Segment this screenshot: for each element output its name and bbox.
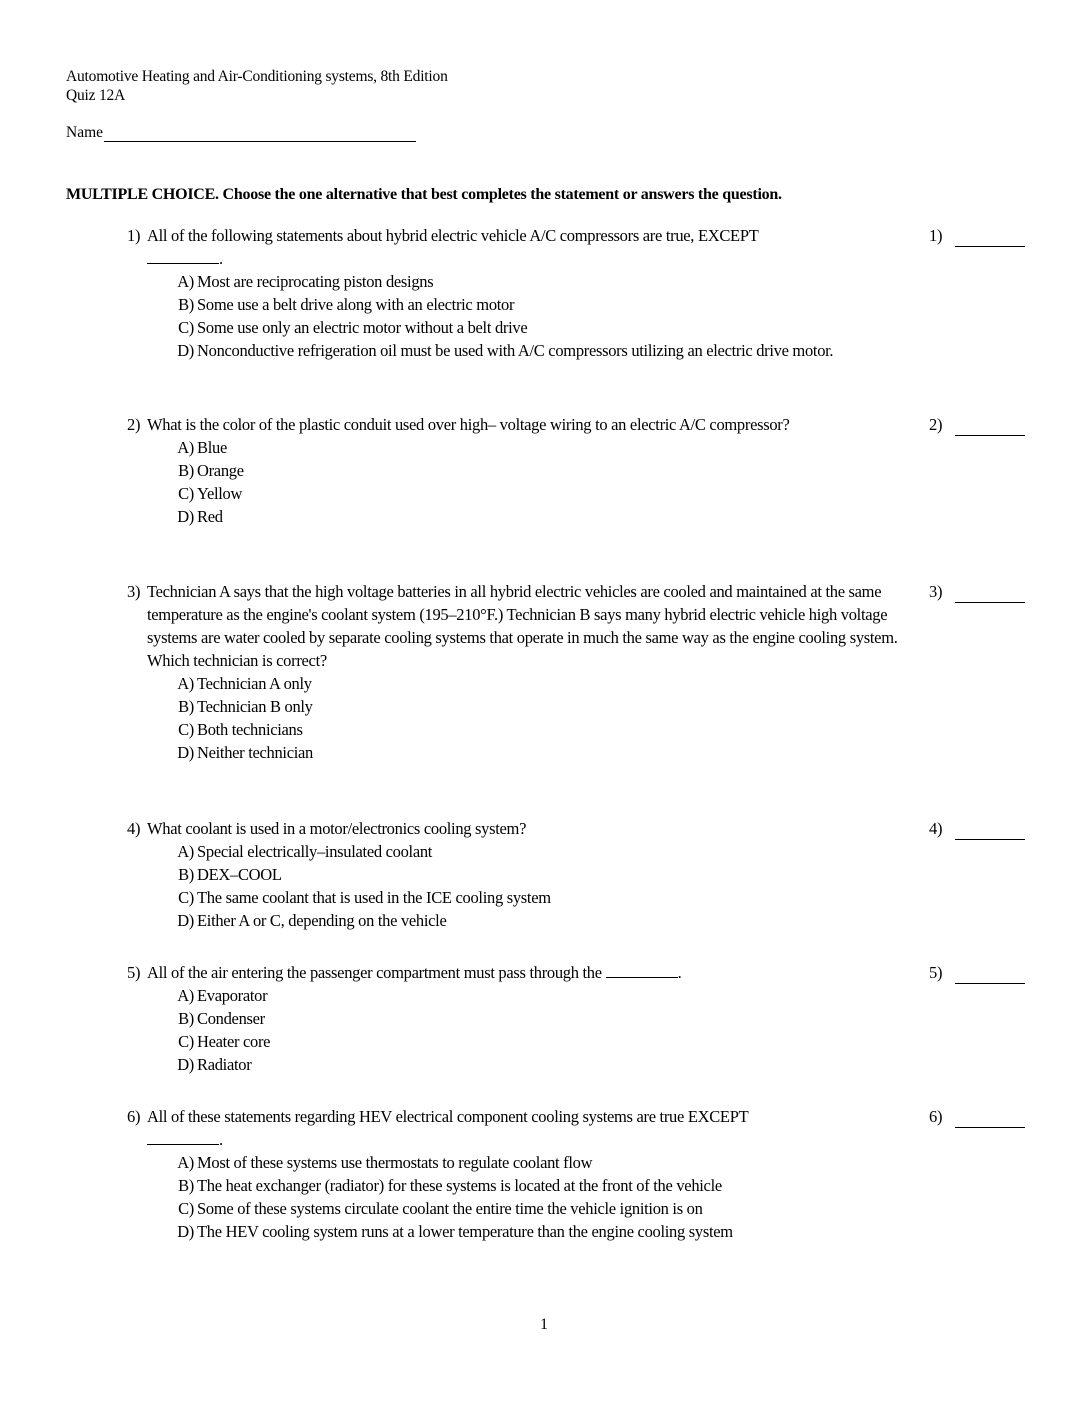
question-stem-continuation: . bbox=[127, 247, 912, 270]
answer-slot[interactable] bbox=[929, 580, 1025, 603]
question-number: 6) bbox=[127, 1107, 141, 1126]
answer-blank-line[interactable] bbox=[955, 823, 1025, 840]
answer-blank-line[interactable] bbox=[955, 419, 1025, 436]
answer-number: 2) bbox=[929, 415, 943, 434]
answer-slot[interactable] bbox=[929, 1105, 1025, 1128]
question-number: 2) bbox=[127, 415, 141, 434]
option-b[interactable]: B) Orange bbox=[178, 461, 244, 480]
option-a[interactable]: A) Special electrically–insulated coolant bbox=[177, 842, 433, 861]
question-4 bbox=[127, 817, 1057, 932]
quiz-title: Quiz 12A bbox=[66, 87, 126, 104]
option-a[interactable]: A) Blue bbox=[177, 438, 227, 457]
question-stem-continuation: . bbox=[127, 1128, 912, 1151]
options-list bbox=[127, 840, 1057, 932]
fill-in-blank bbox=[147, 1131, 219, 1145]
option-d[interactable]: D) Radiator bbox=[177, 1055, 252, 1074]
question-stem: All of the following statements about hybrid electric vehicle A/C compressors are true, EXCEPT bbox=[147, 226, 759, 245]
page-number: 1 bbox=[540, 1316, 548, 1333]
options-list bbox=[127, 672, 1057, 764]
answer-slot[interactable] bbox=[929, 224, 1025, 247]
question-stem: Technician A says that the high voltage batteries in all hybrid electric vehicles are cooled and maintained at the same temperature as the engine's coolant system (195–210°F.) Technician B says many hybrid electric vehicle high voltage systems are water cooled by separate cooling systems that operate in much the same way as the engine cooling system. Which technician is correct? bbox=[147, 582, 898, 670]
fill-in-blank bbox=[606, 964, 678, 978]
question-stem: What is the color of the plastic conduit used over high– voltage wiring to an electric A/C compressor? bbox=[147, 415, 790, 434]
answer-blank-line[interactable] bbox=[955, 230, 1025, 247]
option-c[interactable]: C) Both technicians bbox=[178, 720, 303, 739]
option-a[interactable]: A) Technician A only bbox=[177, 674, 312, 693]
question-stem-wrapper: All of the air entering the passenger compartment must pass through the . bbox=[147, 963, 682, 982]
answer-number: 3) bbox=[929, 582, 943, 601]
answer-slot[interactable] bbox=[929, 961, 1025, 984]
options-list bbox=[127, 270, 1057, 362]
option-a[interactable]: A) Most are reciprocating piston designs bbox=[177, 272, 434, 291]
options-list bbox=[127, 984, 1057, 1076]
answer-blank-line[interactable] bbox=[955, 586, 1025, 603]
question-stem: What coolant is used in a motor/electronics cooling system? bbox=[147, 819, 527, 838]
question-1 bbox=[127, 224, 1057, 362]
option-a[interactable]: A) Most of these systems use thermostats to regulate coolant flow bbox=[177, 1153, 593, 1172]
answer-number: 4) bbox=[929, 819, 943, 838]
option-d[interactable]: D) Either A or C, depending on the vehicle bbox=[177, 911, 447, 930]
section-instructions: MULTIPLE CHOICE. Choose the one alternative that best completes the statement or answers the question. bbox=[66, 186, 782, 203]
option-d[interactable]: D) The HEV cooling system runs at a lower temperature than the engine cooling system bbox=[177, 1222, 733, 1241]
question-number: 1) bbox=[127, 226, 141, 245]
answer-number: 5) bbox=[929, 963, 943, 982]
fill-in-blank bbox=[147, 250, 219, 264]
option-b[interactable]: B) The heat exchanger (radiator) for these systems is located at the front of the vehicle bbox=[178, 1176, 722, 1195]
name-label: Name bbox=[66, 124, 104, 141]
answer-slot[interactable] bbox=[929, 817, 1025, 840]
course-title: Automotive Heating and Air-Conditioning systems, 8th Edition bbox=[66, 68, 448, 85]
question-number: 3) bbox=[127, 582, 141, 601]
document-header bbox=[66, 67, 448, 105]
answer-blank-line[interactable] bbox=[955, 967, 1025, 984]
option-a[interactable]: A) Evaporator bbox=[177, 986, 268, 1005]
question-stem: All of these statements regarding HEV electrical component cooling systems are true EXCEPT bbox=[147, 1107, 749, 1126]
option-c[interactable]: C) Heater core bbox=[178, 1032, 271, 1051]
option-d[interactable]: D) Red bbox=[177, 507, 223, 526]
answer-slot[interactable] bbox=[929, 413, 1025, 436]
question-6 bbox=[127, 1105, 1057, 1243]
options-list bbox=[127, 1151, 1057, 1243]
option-c[interactable]: C) The same coolant that is used in the ICE cooling system bbox=[178, 888, 551, 907]
option-b[interactable]: B) Condenser bbox=[178, 1009, 265, 1028]
option-b[interactable]: B) Technician B only bbox=[178, 697, 313, 716]
option-c[interactable]: C) Some of these systems circulate coolant the entire time the vehicle ignition is on bbox=[178, 1199, 703, 1218]
question-2 bbox=[127, 413, 1057, 528]
option-c[interactable]: C) Some use only an electric motor without a belt drive bbox=[178, 318, 528, 337]
question-stem: All of the air entering the passenger compartment must pass through the bbox=[147, 963, 602, 982]
option-d[interactable]: D) Neither technician bbox=[177, 743, 313, 762]
answer-number: 1) bbox=[929, 226, 943, 245]
question-number: 4) bbox=[127, 819, 141, 838]
option-b[interactable]: B) DEX–COOL bbox=[178, 865, 282, 884]
name-blank-line[interactable] bbox=[104, 125, 416, 142]
options-list bbox=[127, 436, 1057, 528]
answer-number: 6) bbox=[929, 1107, 943, 1126]
option-b[interactable]: B) Some use a belt drive along with an electric motor bbox=[178, 295, 515, 314]
option-c[interactable]: C) Yellow bbox=[178, 484, 243, 503]
option-d[interactable]: D) Nonconductive refrigeration oil must be used with A/C compressors utilizing an electric drive motor. bbox=[177, 341, 834, 360]
question-3 bbox=[127, 580, 1057, 764]
question-5 bbox=[127, 961, 1057, 1076]
answer-blank-line[interactable] bbox=[955, 1111, 1025, 1128]
name-field-row bbox=[66, 124, 416, 142]
question-number: 5) bbox=[127, 963, 141, 982]
